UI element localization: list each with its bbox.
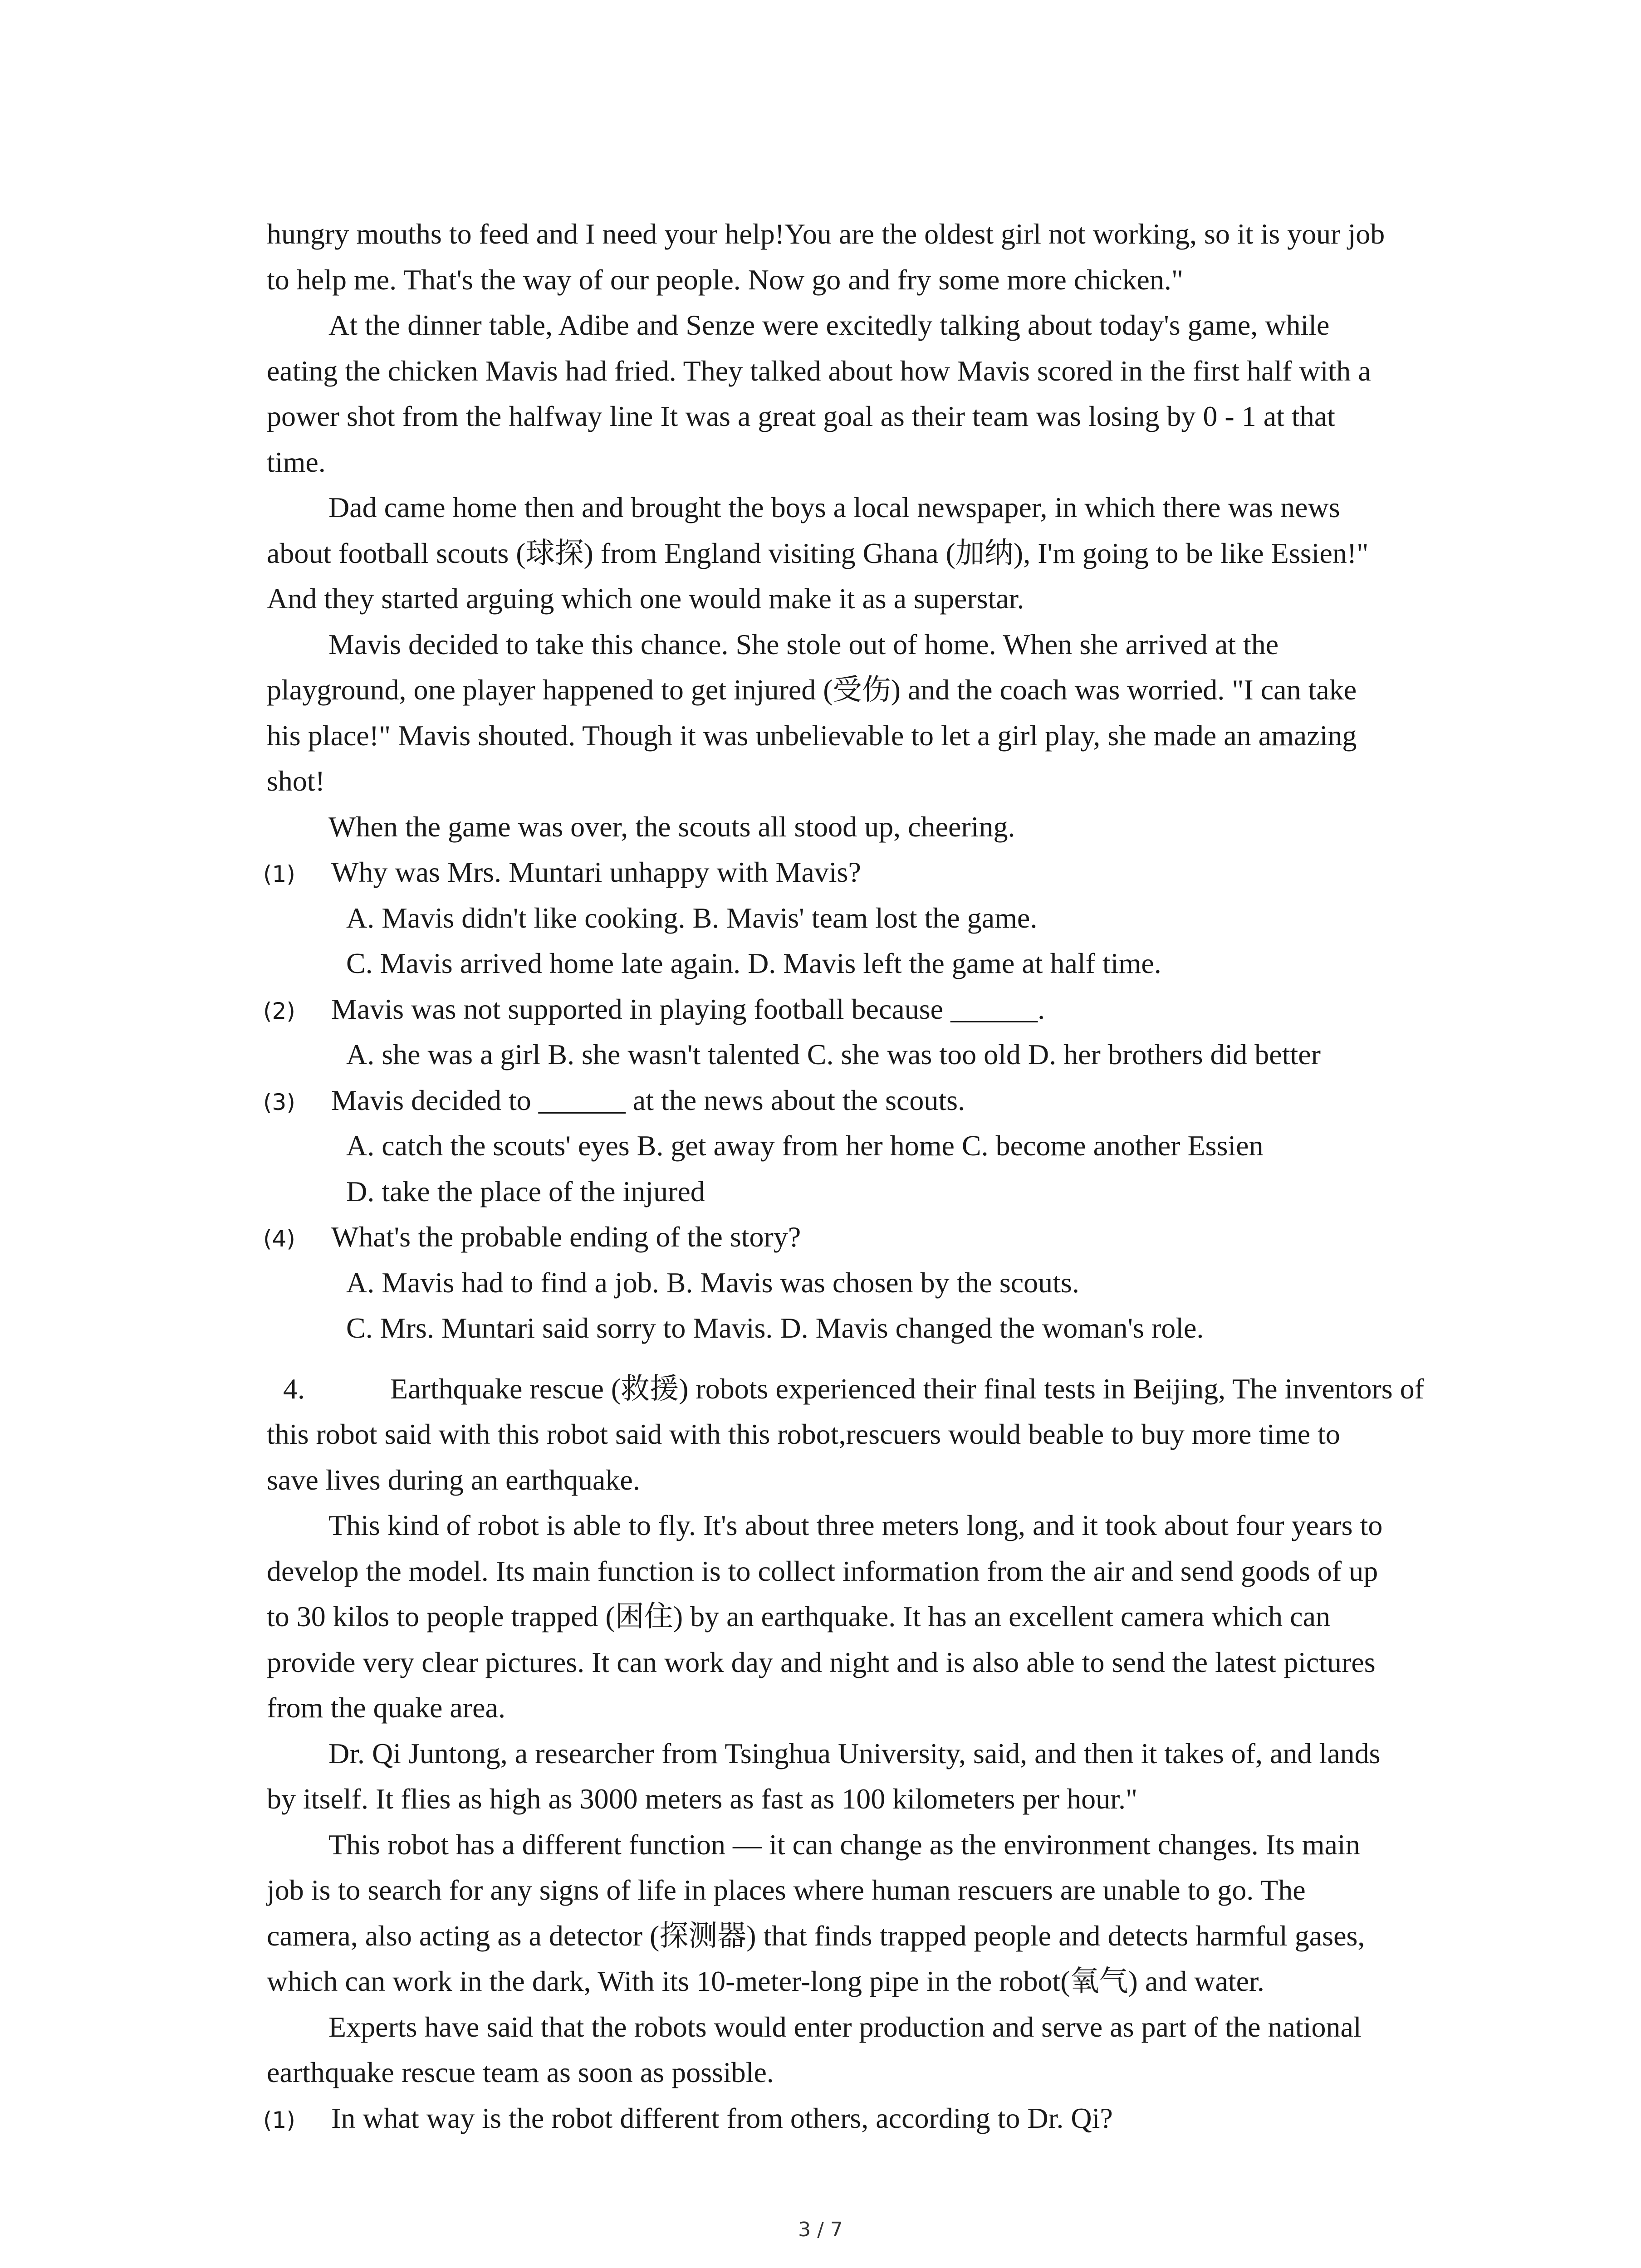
question-text: Mavis decided to ______ at the news about the scouts.: [331, 1084, 965, 1116]
section-gap: [267, 1351, 1465, 1366]
passage-line: hungry mouths to feed and I need your help!You are the oldest girl not working, so it is your job: [267, 218, 1385, 250]
passage-line: shot!: [267, 765, 325, 797]
passage-line: save lives during an earthquake.: [267, 1463, 640, 1496]
passage-line-text: Earthquake rescue (救援) robots experienced their final tests in Beijing, The inventors of: [390, 1372, 1424, 1405]
passage-line: Dr. Qi Juntong, a researcher from Tsinghua University, said, and then it takes of, and lands: [328, 1737, 1381, 1769]
passage-line: Mavis decided to take this chance. She stole out of home. When she arrived at the: [328, 628, 1279, 660]
passage-line: This kind of robot is able to fly. It's about three meters long, and it took about four years to: [328, 1509, 1383, 1541]
passage-line: When the game was over, the scouts all stood up, cheering.: [328, 810, 1015, 843]
answer-options: A. Mavis had to find a job. B. Mavis was chosen by the scouts.: [346, 1266, 1079, 1299]
question-stem: [263, 987, 1465, 1032]
passage-line: his place!" Mavis shouted. Though it was unbelievable to let a girl play, she made an amazing: [267, 719, 1357, 752]
passage-line: time.: [267, 445, 326, 478]
passage-line: power shot from the halfway line It was a great goal as their team was losing by 0 - 1 at that: [267, 400, 1335, 432]
question-text: Mavis was not supported in playing football because ______.: [331, 992, 1045, 1025]
question-number: (4): [263, 1226, 295, 1252]
question-number: (3): [263, 1089, 295, 1115]
passage-line: And they started arguing which one would make it as a superstar.: [267, 582, 1024, 615]
passage-line: this robot said with this robot said with this robot,rescuers would beable to buy more time to: [267, 1418, 1340, 1450]
answer-options: C. Mrs. Muntari said sorry to Mavis. D. Mavis changed the woman's role.: [346, 1312, 1204, 1344]
page-content: [263, 211, 1465, 2141]
passage-line: Dad came home then and brought the boys a local newspaper, in which there was news: [328, 491, 1340, 523]
question-stem: [263, 1214, 1465, 1260]
page-number: 3 / 7: [798, 2218, 843, 2241]
passage-line: by itself. It flies as high as 3000 meters as fast as 100 kilometers per hour.": [267, 1783, 1138, 1815]
passage-line: At the dinner table, Adibe and Senze were excitedly talking about today's game, while: [328, 309, 1330, 341]
passage-line: job is to search for any signs of life in places where human rescuers are unable to go. The: [267, 1874, 1306, 1906]
passage-line: Experts have said that the robots would enter production and serve as part of the national: [328, 2010, 1362, 2043]
answer-options: D. take the place of the injured: [346, 1175, 705, 1207]
answer-options: A. she was a girl B. she wasn't talented C. she was too old D. her brothers did better: [346, 1038, 1321, 1070]
question-number: (1): [263, 2107, 295, 2133]
question-text: In what way is the robot different from others, according to Dr. Qi?: [331, 2102, 1113, 2134]
question-number: (1): [263, 861, 295, 887]
question-text: What's the probable ending of the story?: [331, 1221, 801, 1253]
question-number: (2): [263, 997, 295, 1024]
passage-line: develop the model. Its main function is to collect information from the air and send goods of up: [267, 1554, 1378, 1587]
passage-line: which can work in the dark, With its 10-meter-long pipe in the robot(氧气) and water.: [267, 1965, 1264, 1997]
question-stem: [263, 850, 1465, 895]
passage-line: [267, 1366, 1465, 1412]
question-stem: [263, 2096, 1465, 2141]
question-text: Why was Mrs. Muntari unhappy with Mavis?: [331, 856, 861, 888]
passage-line: earthquake rescue team as soon as possible.: [267, 2056, 774, 2088]
passage-line: to help me. That's the way of our people. Now go and fry some more chicken.": [267, 263, 1183, 296]
answer-options: A. Mavis didn't like cooking. B. Mavis' team lost the game.: [346, 901, 1038, 934]
passage-line: to 30 kilos to people trapped (困住) by an earthquake. It has an excellent camera which can: [267, 1600, 1330, 1633]
question-stem: [263, 1078, 1465, 1124]
passage-line: from the quake area.: [267, 1691, 505, 1724]
answer-options: A. catch the scouts' eyes B. get away from her home C. become another Essien: [346, 1129, 1264, 1162]
passage-line: about football scouts (球探) from England visiting Ghana (加纳), I'm going to be like Essien!": [267, 537, 1369, 569]
passage-line: camera, also acting as a detector (探测器) that finds trapped people and detects harmful gases,: [267, 1919, 1365, 1952]
passage-line: provide very clear pictures. It can work day and night and is also able to send the latest pictures: [267, 1646, 1376, 1678]
passage-line: eating the chicken Mavis had fried. They talked about how Mavis scored in the first half with a: [267, 354, 1371, 387]
section-number: 4.: [283, 1372, 305, 1405]
passage-line: This robot has a different function — it can change as the environment changes. Its main: [328, 1828, 1360, 1861]
answer-options: C. Mavis arrived home late again. D. Mavis left the game at half time.: [346, 947, 1161, 979]
passage-line: playground, one player happened to get injured (受伤) and the coach was worried. "I can take: [267, 674, 1357, 706]
